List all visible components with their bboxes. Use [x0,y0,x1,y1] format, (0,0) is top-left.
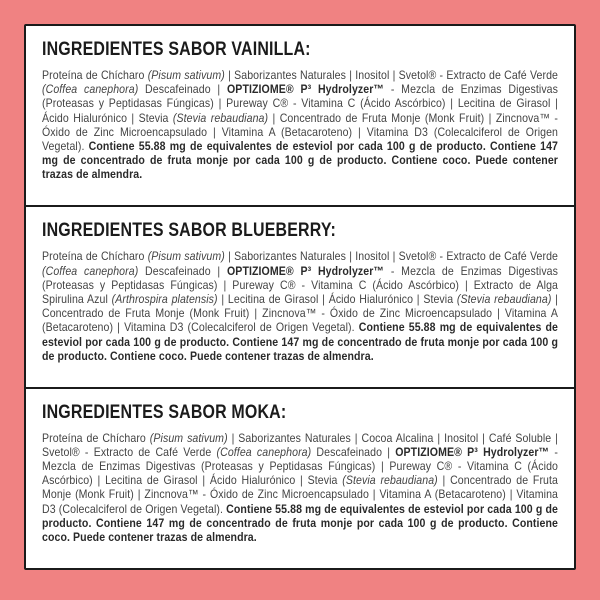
ingredient-segment: OPTIZIOME® P³ Hydrolyzer™ [395,444,550,459]
ingredient-segment: Contiene 55.88 mg de equivalentes de esteviol por cada 100 g de producto. Contiene 147 mg de concentrado de fruta monje por cada 100 g de producto. Contiene coco. Puede contener trazas de almendra. [42,320,559,363]
ingredient-segment: Proteína de Chícharo [42,430,150,445]
ingredient-segment: | Concentrado de Fruta Monje (Monk Fruit) | Zincnova™ - Óxido de Zinc Microencapsulado | Vitamina A (Betacaroteno) | Vitamina D3 (Colecalciferol de Origen Vegetal). [42,291,559,335]
ingredient-segment: Descafeinado | [138,263,228,278]
section-body [42,249,558,363]
ingredient-segment: (Coffea canephora) [216,444,312,459]
ingredient-segment: (Arthrospira platensis) [111,291,218,306]
ingredient-segment: | Saborizantes Naturales | Inositol | Svetol® - Extracto de Café Verde [224,68,559,82]
ingredient-segment: | Saborizantes Naturales | Cocoa Alcalina | Inositol | Café Soluble | Svetol® - Extracto de Café Verde [42,430,559,459]
ingredient-segment: Proteína de Chícharo [42,249,148,264]
ingredient-segment: Proteína de Chícharo [42,68,148,82]
section-heading: INGREDIENTES SABOR BLUEBERRY: [42,220,336,242]
ingredients-section-moka [26,387,574,568]
ingredients-panel [24,24,576,570]
ingredient-segment: (Stevia rebaudiana) [172,110,269,125]
section-heading: INGREDIENTES SABOR VAINILLA: [42,39,311,60]
ingredient-segment: OPTIZIOME® P³ Hydrolyzer™ [227,82,385,97]
ingredient-segment: Contiene 55.88 mg de equivalentes de esteviol por cada 100 g de producto. Contiene 147 mg de concentrado de fruta monje por cada 100 g de producto. Contiene coco. Puede contener trazas de almendra. [42,139,559,182]
ingredients-section-vainilla [26,26,574,205]
ingredient-segment: Descafeinado | [138,82,228,97]
ingredient-segment: - Mezcla de Enzimas Digestivas (Proteasas y Peptidasas Fúngicas) | Pureway C® - Vitamina C (Ácido Ascórbico) | Extracto de Alga Spirulina Azul [42,263,559,306]
section-body [42,68,558,182]
ingredient-segment: (Coffea canephora) [42,263,139,278]
ingredient-segment: (Stevia rebaudiana) [456,291,552,306]
ingredient-segment: | Lecitina de Girasol | Ácido Hialurónico | Stevia [217,291,457,306]
ingredient-segment: (Pisum sativum) [147,249,225,264]
ingredient-segment: | Saborizantes Naturales | Inositol | Svetol® - Extracto de Café Verde [224,249,559,264]
ingredient-segment: (Coffea canephora) [42,82,139,97]
ingredient-segment: (Pisum sativum) [149,430,228,445]
ingredient-segment: (Pisum sativum) [147,68,225,82]
ingredient-segment: - Mezcla de Enzimas Digestivas (Proteasas y Peptidasas Fúngicas) | Pureway C® - Vitamina C (Ácido Ascórbico) | Lecitina de Girasol | Ácido Hialurónico | Stevia [42,82,559,125]
ingredients-section-blueberry [26,205,574,386]
ingredient-segment: | Concentrado de Fruta Monje (Monk Fruit) | Zincnova™ - Óxido de Zinc Microencapsulado | Vitamina A (Betacaroteno) | Vitamina D3 (Colecalciferol de Origen Vegetal). [42,110,559,154]
ingredient-segment: - Mezcla de Enzimas Digestivas (Proteasas y Peptidasas Fúngicas) | Pureway C® - Vitamina C (Ácido Ascórbico) | Lecitina de Girasol | Ácido Hialurónico | Stevia [42,444,559,488]
ingredient-segment: | Concentrado de Fruta Monje (Monk Fruit) | Zincnova™ - Óxido de Zinc Microencapsulado | Vitamina A (Betacaroteno) | Vitamina D3 (Colecalciferol de Origen Vegetal). [42,473,559,516]
ingredient-segment: (Stevia rebaudiana) [342,473,438,488]
section-heading: INGREDIENTES SABOR MOKA: [42,401,287,423]
ingredient-segment: Descafeinado | [311,444,396,459]
section-body [42,431,558,545]
ingredient-segment: Contiene 55.88 mg de equivalentes de esteviol por cada 100 g de producto. Contiene 147 mg de concentrado de fruta monje por cada 100 g de producto. Contiene coco. Puede contener trazas de almendra. [42,501,559,545]
ingredient-segment: OPTIZIOME® P³ Hydrolyzer™ [227,263,385,278]
